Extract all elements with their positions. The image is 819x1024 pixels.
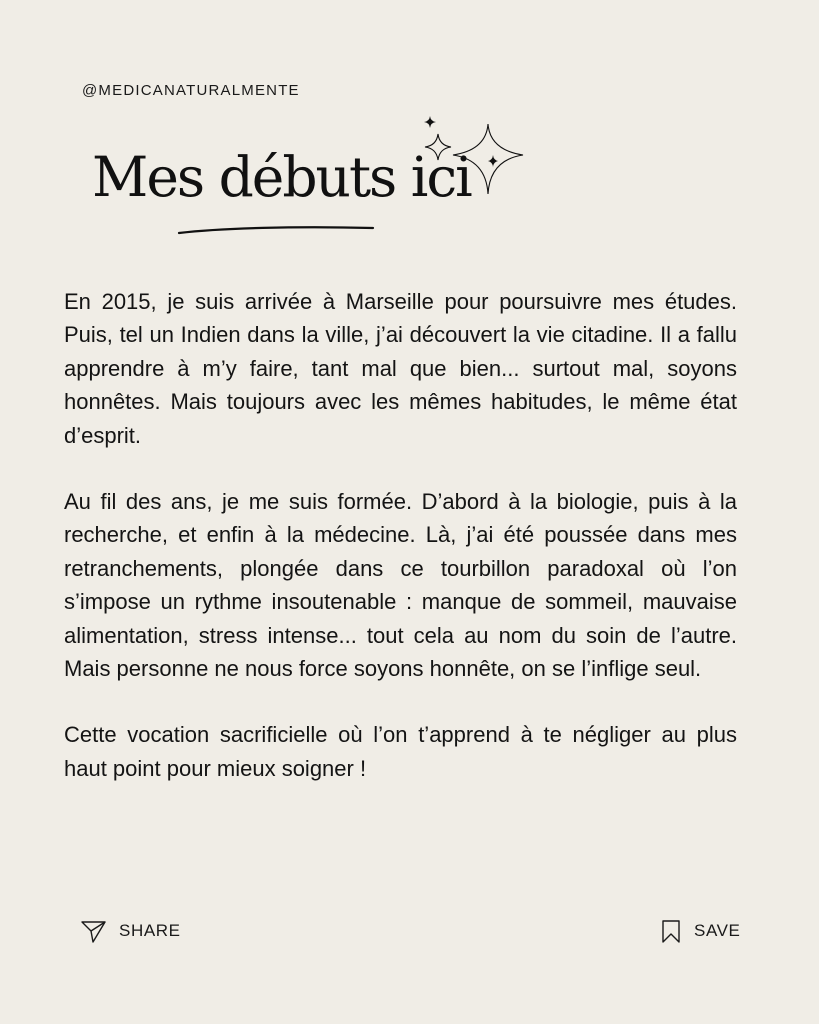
- paragraph-3: Cette vocation sacrificielle où l’on t’apprend à te négliger au plus haut point pour mieux soigner !: [64, 722, 737, 781]
- bookmark-icon: [660, 919, 682, 944]
- account-handle: @MEDICANATURALMENTE: [82, 82, 300, 99]
- save-label: SAVE: [694, 921, 741, 940]
- paragraph-2: Au fil des ans, je me suis formée. D’abord à la biologie, puis à la recherche, et enfin à la médecine. Là, j’ai été poussée dans mes retranchements, plongée dans ce tourbillon paradoxal où l’on s’impose un rythme insoutenable : manque de sommeil, mauvaise alimentation, stress intense... tout cela au nom du soin de l’autre. Mais personne ne nous force soyons honnête, on se l’inflige seul.: [64, 489, 737, 682]
- save-button[interactable]: [660, 916, 741, 946]
- body-text: [64, 285, 737, 818]
- paper-plane-icon: [80, 919, 107, 944]
- share-button[interactable]: [80, 916, 181, 946]
- page-title: Mes débuts ici: [92, 145, 471, 209]
- share-label: SHARE: [119, 921, 181, 940]
- paragraph-1: En 2015, je suis arrivée à Marseille pour poursuivre mes études. Puis, tel un Indien dans la ville, j’ai découvert la vie citadine. Il a fallu apprendre à m’y faire, tant mal que bien... surtout mal, soyons honnêtes. Mais toujours avec les mêmes habitudes, le même état d’esprit.: [64, 289, 737, 448]
- footer-actions: [0, 916, 819, 946]
- title-underline: [176, 222, 376, 243]
